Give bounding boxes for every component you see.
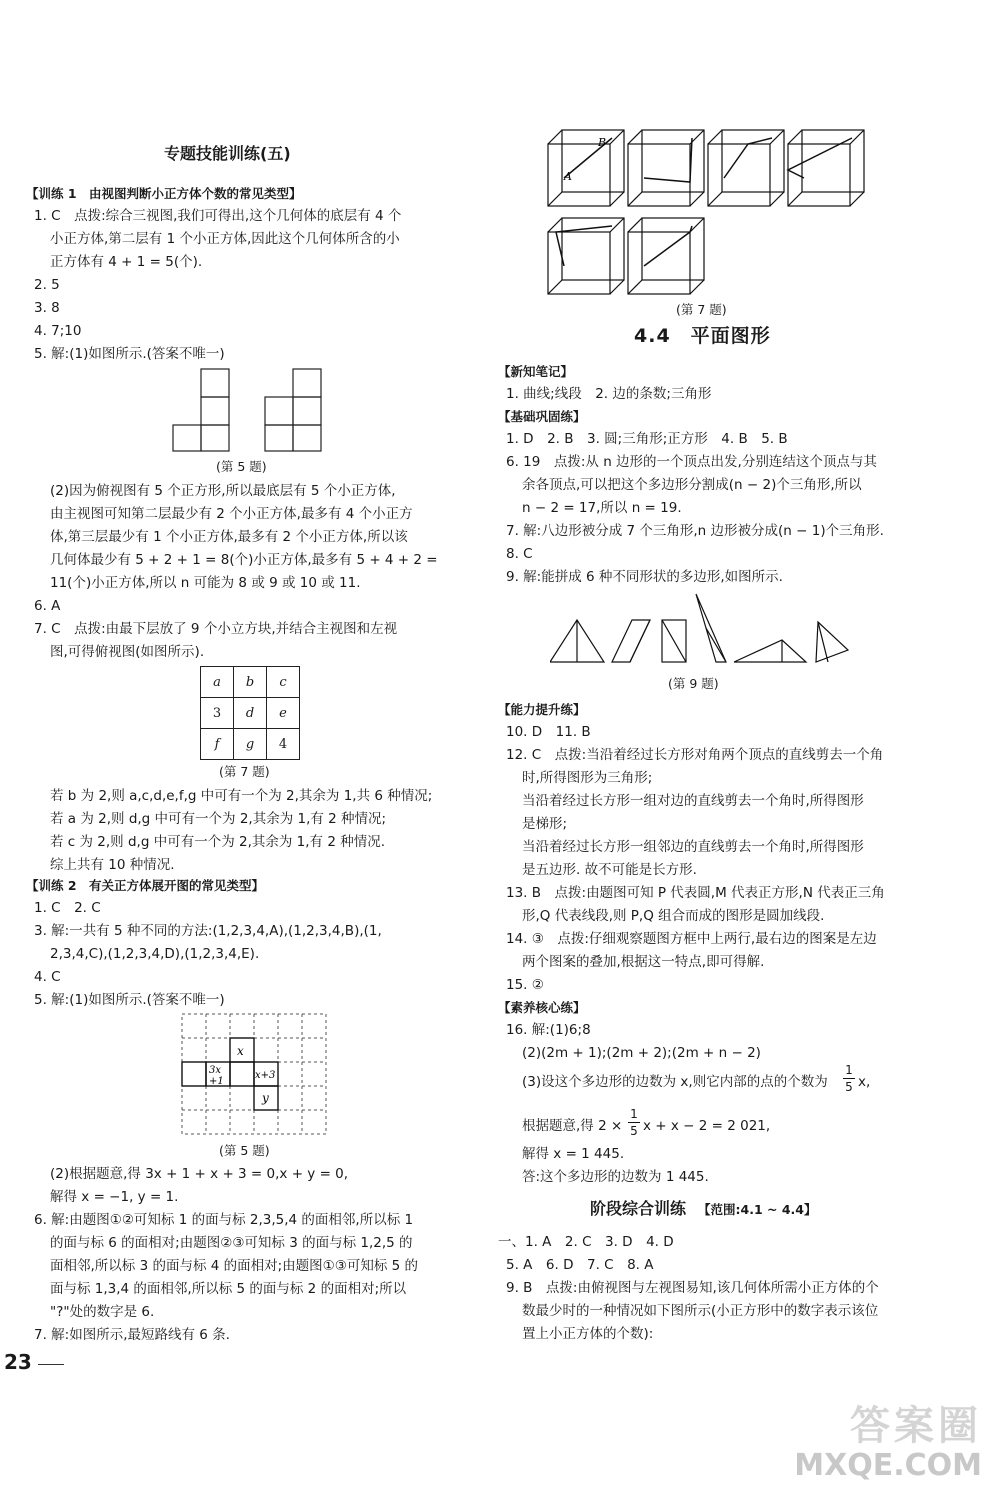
answer-line: 2,3,4,C),(1,2,3,4,D),(1,2,3,4,E). xyxy=(50,946,260,962)
answer-line: 时,所得图形为三角形; xyxy=(522,770,653,786)
answer-line: 13. B 点拨:由题图可知 P 代表圆,M 代表正方形,N 代表正三角 xyxy=(506,885,885,901)
answer-line: 形,Q 代表线段,则 P,Q 组合而成的图形是圆加线段. xyxy=(522,908,825,924)
subsection-heading: 【基础巩固练】 xyxy=(498,409,586,424)
answer-line: 14. ③ 点拨:仔细观察题图方框中上两行,最右边的图案是左边 xyxy=(506,931,877,947)
answer-line: 数最少时的一种情况如下图所示(小正方形中的数字表示该位 xyxy=(522,1303,879,1319)
grid-cell: e xyxy=(267,698,300,729)
answer-line: 由主视图可知第二层最少有 2 个小正方体,最多有 4 个小正方 xyxy=(50,506,413,522)
figure-caption: (第 5 题) xyxy=(216,459,267,474)
answer-line: 5. A 6. D 7. C 8. A xyxy=(506,1257,654,1273)
answer-line: 根据题意,得 2 × xyxy=(522,1118,623,1134)
fraction-numerator: 1 xyxy=(845,1063,853,1077)
subsection-heading: 【能力提升练】 xyxy=(498,702,586,717)
cube-path-diagrams xyxy=(546,128,876,298)
answer-line: "?"处的数字是 6. xyxy=(50,1304,155,1320)
grid-cell: c xyxy=(267,667,300,698)
watermark-url: MXQE.COM xyxy=(794,1448,982,1483)
answer-line: 当沿着经过长方形一组对边的直线剪去一个角时,所得图形 xyxy=(522,793,864,809)
answer-line: (2)根据题意,得 3x + 1 + x + 3 = 0,x + y = 0, xyxy=(50,1166,349,1182)
grid-cell: 4 xyxy=(267,729,300,760)
top-view-grid-q7 xyxy=(200,666,300,760)
polygon-shapes-diagram xyxy=(550,590,860,670)
answer-line: 的面与标 6 的面相对;由题图②③可知标 3 的面与标 1,2,5 的 xyxy=(50,1235,413,1251)
answer-line: 7. 解:如图所示,最短路线有 6 条. xyxy=(34,1327,230,1343)
page-number-rule xyxy=(38,1364,64,1365)
answer-line: (2)因为俯视图有 5 个正方形,所以最底层有 5 个小正方体, xyxy=(50,483,396,499)
grid-row xyxy=(201,698,300,729)
answer-line: 图,可得俯视图(如图所示). xyxy=(50,644,205,660)
fraction-one-fifth xyxy=(628,1106,640,1139)
fraction-denominator: 5 xyxy=(628,1122,640,1139)
answer-line: 6. 19 点拨:从 n 边形的一个顶点出发,分别连结这个顶点与其 xyxy=(506,454,877,470)
answer-line: 是梯形; xyxy=(522,816,568,832)
stage-training-title: 阶段综合训练 xyxy=(590,1199,687,1218)
answer-line: 1. C 2. C xyxy=(34,900,101,916)
answer-line: 9. B 点拨:由俯视图与左视图易知,该几何体所需小正方体的个 xyxy=(506,1280,879,1296)
answer-line: 几何体最少有 5 + 2 + 1 = 8(个)小正方体,最多有 5 + 4 + 2 = xyxy=(50,552,438,568)
answer-line: 一、1. A 2. C 3. D 4. D xyxy=(498,1234,674,1250)
subsection-heading: 【新知笔记】 xyxy=(498,364,574,379)
answer-line: 12. C 点拨:当沿着经过长方形对角两个顶点的直线剪去一个角 xyxy=(506,747,884,763)
answer-line: (2)(2m + 1);(2m + 2);(2m + n − 2) xyxy=(522,1045,761,1061)
answer-line: x + x − 2 = 2 021, xyxy=(643,1118,771,1134)
answer-line: 综上共有 10 种情况. xyxy=(50,857,175,873)
answer-line: 若 c 为 2,则 d,g 中可有一个为 2,其余为 1,有 2 种情况. xyxy=(50,834,385,850)
answer-line: 若 b 为 2,则 a,c,d,e,f,g 中可有一个为 2,其余为 1,共 6 种情况; xyxy=(50,788,433,804)
fraction-one-fifth xyxy=(843,1062,855,1095)
grid-row xyxy=(201,729,300,760)
stage-range: 【范围:4.1 ~ 4.4】 xyxy=(698,1202,817,1217)
section-title: 专题技能训练(五) xyxy=(164,144,291,163)
grid-cell: b xyxy=(234,667,267,698)
grid-cell: g xyxy=(234,729,267,760)
training-1-heading: 【训练 1 由视图判断小正方体个数的常见类型】 xyxy=(26,186,302,201)
cube-net-diagram xyxy=(180,1012,330,1138)
net-label-3x: 3x xyxy=(209,1065,222,1076)
answer-line: 7. C 点拨:由最下层放了 9 个小立方块,并结合主视图和左视 xyxy=(34,621,398,637)
net-label-x: x xyxy=(237,1044,244,1058)
cube-label-a: A xyxy=(564,170,572,183)
section-title-4-4: 4.4 平面图形 xyxy=(634,325,771,347)
answer-line: 11(个)小正方体,所以 n 可能为 8 或 9 或 10 或 11. xyxy=(50,575,361,591)
answer-line: 余各顶点,可以把这个多边形分割成(n − 2)个三角形,所以 xyxy=(522,477,862,493)
answer-line: 7. 解:八边形被分成 7 个三角形,n 边形被分成(n − 1)个三角形. xyxy=(506,523,884,539)
answer-line: 6. A xyxy=(34,598,61,614)
answer-line: 5. 解:(1)如图所示.(答案不唯一) xyxy=(34,346,225,362)
answer-line: 10. D 11. B xyxy=(506,724,591,740)
answer-line: 4. C xyxy=(34,969,61,985)
answer-line: 4. 7;10 xyxy=(34,323,82,339)
answer-line: 面相邻,所以标 3 的面与标 4 的面相对;由题图①③可知标 5 的 xyxy=(50,1258,419,1274)
subsection-heading: 【素养核心练】 xyxy=(498,1000,586,1015)
training-2-heading: 【训练 2 有关正方体展开图的常见类型】 xyxy=(26,878,265,893)
answer-line: (3)设这个多边形的边数为 x,则它内部的点的个数为 xyxy=(522,1074,828,1090)
answer-line: n − 2 = 17,所以 n = 19. xyxy=(522,500,682,516)
answer-line: 1. C 点拨:综合三视图,我们可得出,这个几何体的底层有 4 个 xyxy=(34,208,402,224)
answer-line: 解得 x = −1, y = 1. xyxy=(50,1189,179,1205)
answer-line: 正方体有 4 + 1 = 5(个). xyxy=(50,254,203,270)
answer-line: x, xyxy=(858,1074,871,1090)
answer-line: 1. 曲线;线段 2. 边的条数;三角形 xyxy=(506,386,712,402)
answer-line: 答:这个多边形的边数为 1 445. xyxy=(522,1169,709,1185)
answer-line: 若 a 为 2,则 d,g 中可有一个为 2,其余为 1,有 2 种情况; xyxy=(50,811,387,827)
answer-line: 解得 x = 1 445. xyxy=(522,1146,625,1162)
grid-cell: 3 xyxy=(201,698,234,729)
grid-row xyxy=(201,667,300,698)
page-number: 23 xyxy=(4,1350,32,1374)
figure-caption: (第 7 题) xyxy=(676,302,727,317)
answer-line: 1. D 2. B 3. 圆;三角形;正方形 4. B 5. B xyxy=(506,431,788,447)
view-diagram-q5 xyxy=(171,367,366,453)
answer-line: 16. 解:(1)6;8 xyxy=(506,1022,591,1038)
answer-line: 两个图案的叠加,根据这一特点,即可得解. xyxy=(522,954,765,970)
answer-line: 6. 解:由题图①②可知标 1 的面与标 2,3,5,4 的面相邻,所以标 1 xyxy=(34,1212,414,1228)
answer-line: 置上小正方体的个数): xyxy=(522,1326,654,1342)
figure-caption: (第 9 题) xyxy=(668,676,719,691)
net-label-plus1: +1 xyxy=(209,1076,224,1087)
grid-cell: d xyxy=(234,698,267,729)
cube-label-b: B xyxy=(598,136,607,149)
watermark-logo: 答案圈 xyxy=(850,1403,982,1449)
answer-line: 2. 5 xyxy=(34,277,60,293)
grid-cell: a xyxy=(201,667,234,698)
answer-line: 5. 解:(1)如图所示.(答案不唯一) xyxy=(34,992,225,1008)
answer-line: 8. C xyxy=(506,546,533,562)
answer-line: 面与标 1,3,4 的面相邻,所以标 5 的面与标 2 的面相对;所以 xyxy=(50,1281,407,1297)
answer-line: 15. ② xyxy=(506,977,544,993)
net-label-y: y xyxy=(262,1091,269,1105)
figure-caption: (第 7 题) xyxy=(219,764,270,779)
fraction-denominator: 5 xyxy=(843,1078,855,1095)
answer-line: 3. 解:一共有 5 种不同的方法:(1,2,3,4,A),(1,2,3,4,B),(1, xyxy=(34,923,382,939)
figure-caption: (第 5 题) xyxy=(219,1143,270,1158)
answer-line: 当沿着经过长方形一组邻边的直线剪去一个角时,所得图形 xyxy=(522,839,864,855)
answer-line: 3. 8 xyxy=(34,300,60,316)
answer-line: 9. 解:能拼成 6 种不同形状的多边形,如图所示. xyxy=(506,569,783,585)
grid-cell: f xyxy=(201,729,234,760)
net-label-x3: x+3 xyxy=(255,1070,276,1081)
fraction-numerator: 1 xyxy=(630,1107,638,1121)
answer-line: 体,第三层最少有 1 个小正方体,最多有 2 个小正方体,所以该 xyxy=(50,529,408,545)
answer-line: 是五边形. 故不可能是长方形. xyxy=(522,862,697,878)
answer-line: 小正方体,第二层有 1 个小正方体,因此这个几何体所含的小 xyxy=(50,231,400,247)
